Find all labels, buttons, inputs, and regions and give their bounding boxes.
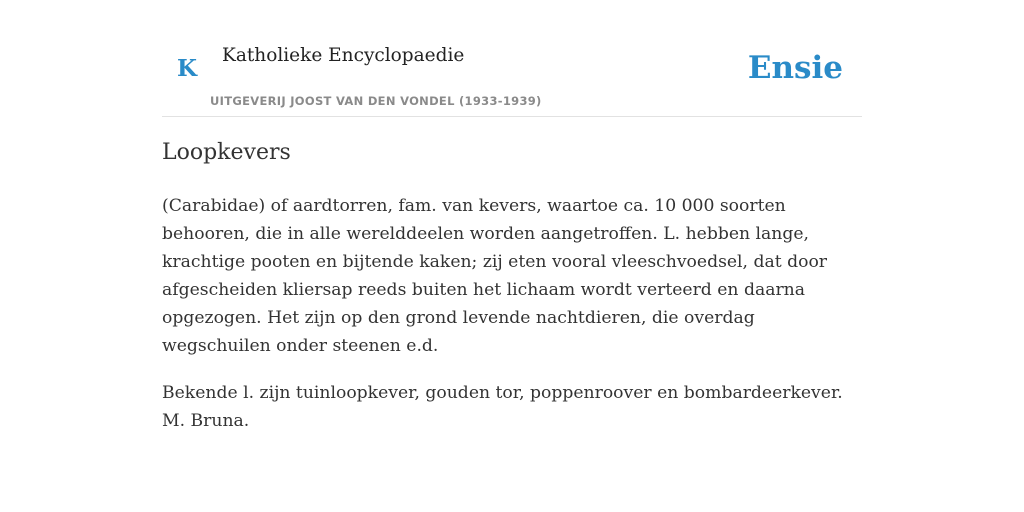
encyclopedia-logo[interactable]: K: [177, 55, 197, 82]
publisher-subtitle: UITGEVERIJ JOOST VAN DEN VONDEL (1933-1939): [210, 94, 542, 108]
entry-paragraph: (Carabidae) of aardtorren, fam. van kevers, waartoe ca. 10 000 soorten behooren, die in alle werelddeelen worden aangetroffen. L. hebben lange, krachtige pooten en bijtende kaken; zij eten vooral vleeschvoedsel, dat door afgescheiden kliersap reeds buiten het lichaam wordt verteerd en daarna opgezogen. Het zijn op den grond levende nachtdieren, die overdag wegschuilen onder steenen e.d.: [162, 196, 828, 356]
entry-title: Loopkevers: [162, 140, 291, 165]
site-title-link[interactable]: Katholieke Encyclopaedie: [222, 45, 465, 66]
entry-paragraph: Bekende l. zijn tuinloopkever, gouden tor, poppenroover en bombardeerkever. M. Bruna.: [162, 383, 843, 431]
ensie-brand-logo[interactable]: Ensie: [747, 50, 843, 86]
page-container: [162, 0, 862, 431]
page-header: [162, 0, 862, 117]
entry-body: [162, 192, 862, 454]
